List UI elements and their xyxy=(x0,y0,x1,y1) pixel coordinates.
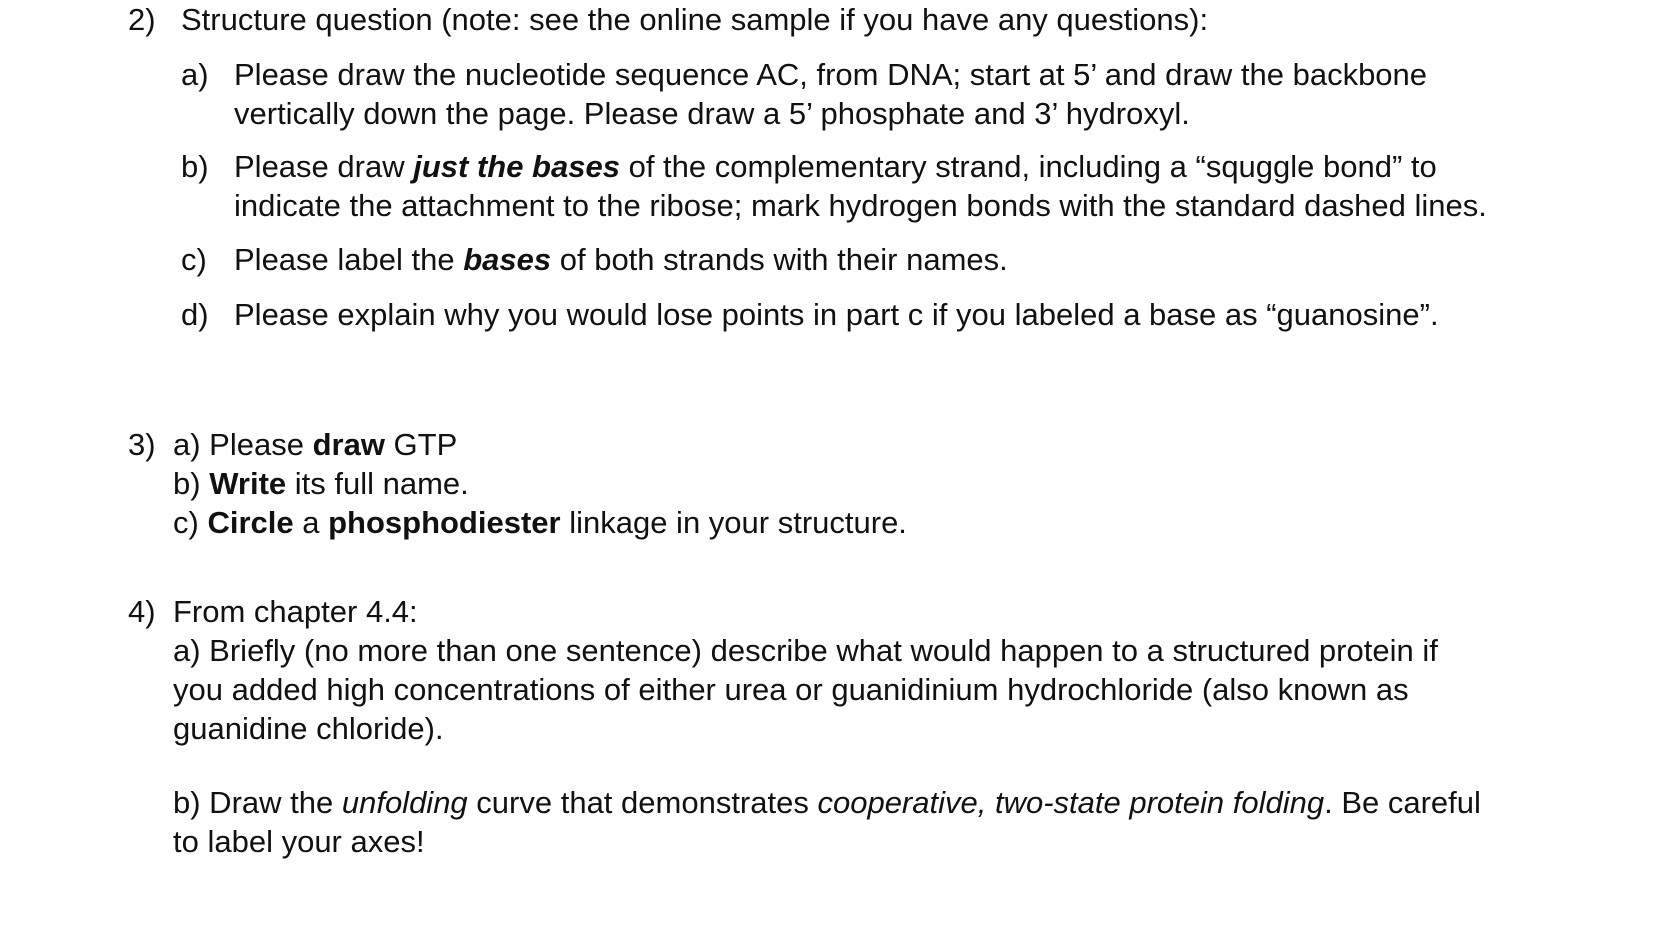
question-4b-line-2: to label your axes! xyxy=(173,824,425,859)
question-2b-line-1 xyxy=(234,147,1564,186)
question-4-intro: From chapter 4.4: xyxy=(173,594,418,629)
question-3c-bold-circle: Circle xyxy=(207,505,294,540)
question-3c-line xyxy=(173,503,1613,542)
question-4b-italic-cooperative: cooperative, two-state protein folding xyxy=(817,785,1325,820)
question-2a-line-2: vertically down the page. Please draw a 5’ phosphate and 3’ hydroxyl. xyxy=(234,96,1190,131)
question-2 xyxy=(128,0,1628,340)
question-3b-line xyxy=(173,464,1613,503)
question-2b-text xyxy=(234,147,1564,225)
question-4b-pre: b) Draw the xyxy=(173,785,342,820)
question-3c-bold-phosphodiester: phosphodiester xyxy=(328,505,561,540)
question-4b-italic-unfolding: unfolding xyxy=(341,785,468,820)
question-3a-line xyxy=(173,425,1613,464)
question-3-number: 3) xyxy=(128,427,156,462)
question-2c-emphasis: bases xyxy=(463,242,552,277)
question-3a-bold: draw xyxy=(312,427,385,462)
question-2c-letter: c) xyxy=(181,242,207,277)
question-2c-text xyxy=(234,240,1564,279)
question-4-body xyxy=(173,592,1613,748)
question-2c-line-1 xyxy=(234,240,1564,279)
question-2b-letter: b) xyxy=(181,149,209,184)
question-2a-letter: a) xyxy=(181,57,209,92)
question-2b-line-2: indicate the attachment to the ribose; mark hydrogen bonds with the standard dashed lines. xyxy=(234,188,1487,223)
question-3-body xyxy=(173,425,1613,542)
question-2a-text xyxy=(234,55,1564,133)
question-2d-line-1: Please explain why you would lose points in part c if you labeled a base as “guanosine”. xyxy=(234,297,1439,332)
question-4 xyxy=(128,592,1628,872)
question-3c-pre: c) xyxy=(173,505,208,540)
question-4b-line-1 xyxy=(173,783,1613,822)
question-2c-post: of both strands with their names. xyxy=(551,242,1008,277)
question-3b-bold: Write xyxy=(209,466,287,501)
question-2-number: 2) xyxy=(128,2,156,37)
question-3c-mid: a xyxy=(293,505,329,540)
question-4b-body xyxy=(173,783,1613,861)
question-3a-post: GTP xyxy=(384,427,458,462)
question-2b-post: of the complementary strand, including a “squggle bond” to xyxy=(619,149,1437,184)
question-2-intro xyxy=(181,0,1621,39)
question-3c-post: linkage in your structure. xyxy=(560,505,907,540)
question-4a-line-1: a) Briefly (no more than one sentence) describe what would happen to a structured protein if xyxy=(173,633,1438,668)
question-4-number: 4) xyxy=(128,594,156,629)
question-2c-pre: Please label the xyxy=(234,242,464,277)
question-2b-emphasis: just the bases xyxy=(413,149,620,184)
question-2-intro-text: Structure question (note: see the online sample if you have any questions): xyxy=(181,2,1209,37)
question-4b-post: . Be careful xyxy=(1324,785,1481,820)
question-4a-line-3: guanidine chloride). xyxy=(173,711,444,746)
question-3b-post: its full name. xyxy=(286,466,469,501)
question-2d-text xyxy=(234,295,1564,334)
question-4a-line-2: you added high concentrations of either urea or guanidinium hydrochloride (also known as xyxy=(173,672,1409,707)
question-3 xyxy=(128,425,1628,545)
question-2b-pre: Please draw xyxy=(234,149,414,184)
question-2a-line-1: Please draw the nucleotide sequence AC, from DNA; start at 5’ and draw the backbone xyxy=(234,57,1428,92)
question-3b-pre: b) xyxy=(173,466,210,501)
question-3a-pre: a) Please xyxy=(173,427,313,462)
question-4b-mid: curve that demonstrates xyxy=(467,785,818,820)
question-2d-letter: d) xyxy=(181,297,209,332)
